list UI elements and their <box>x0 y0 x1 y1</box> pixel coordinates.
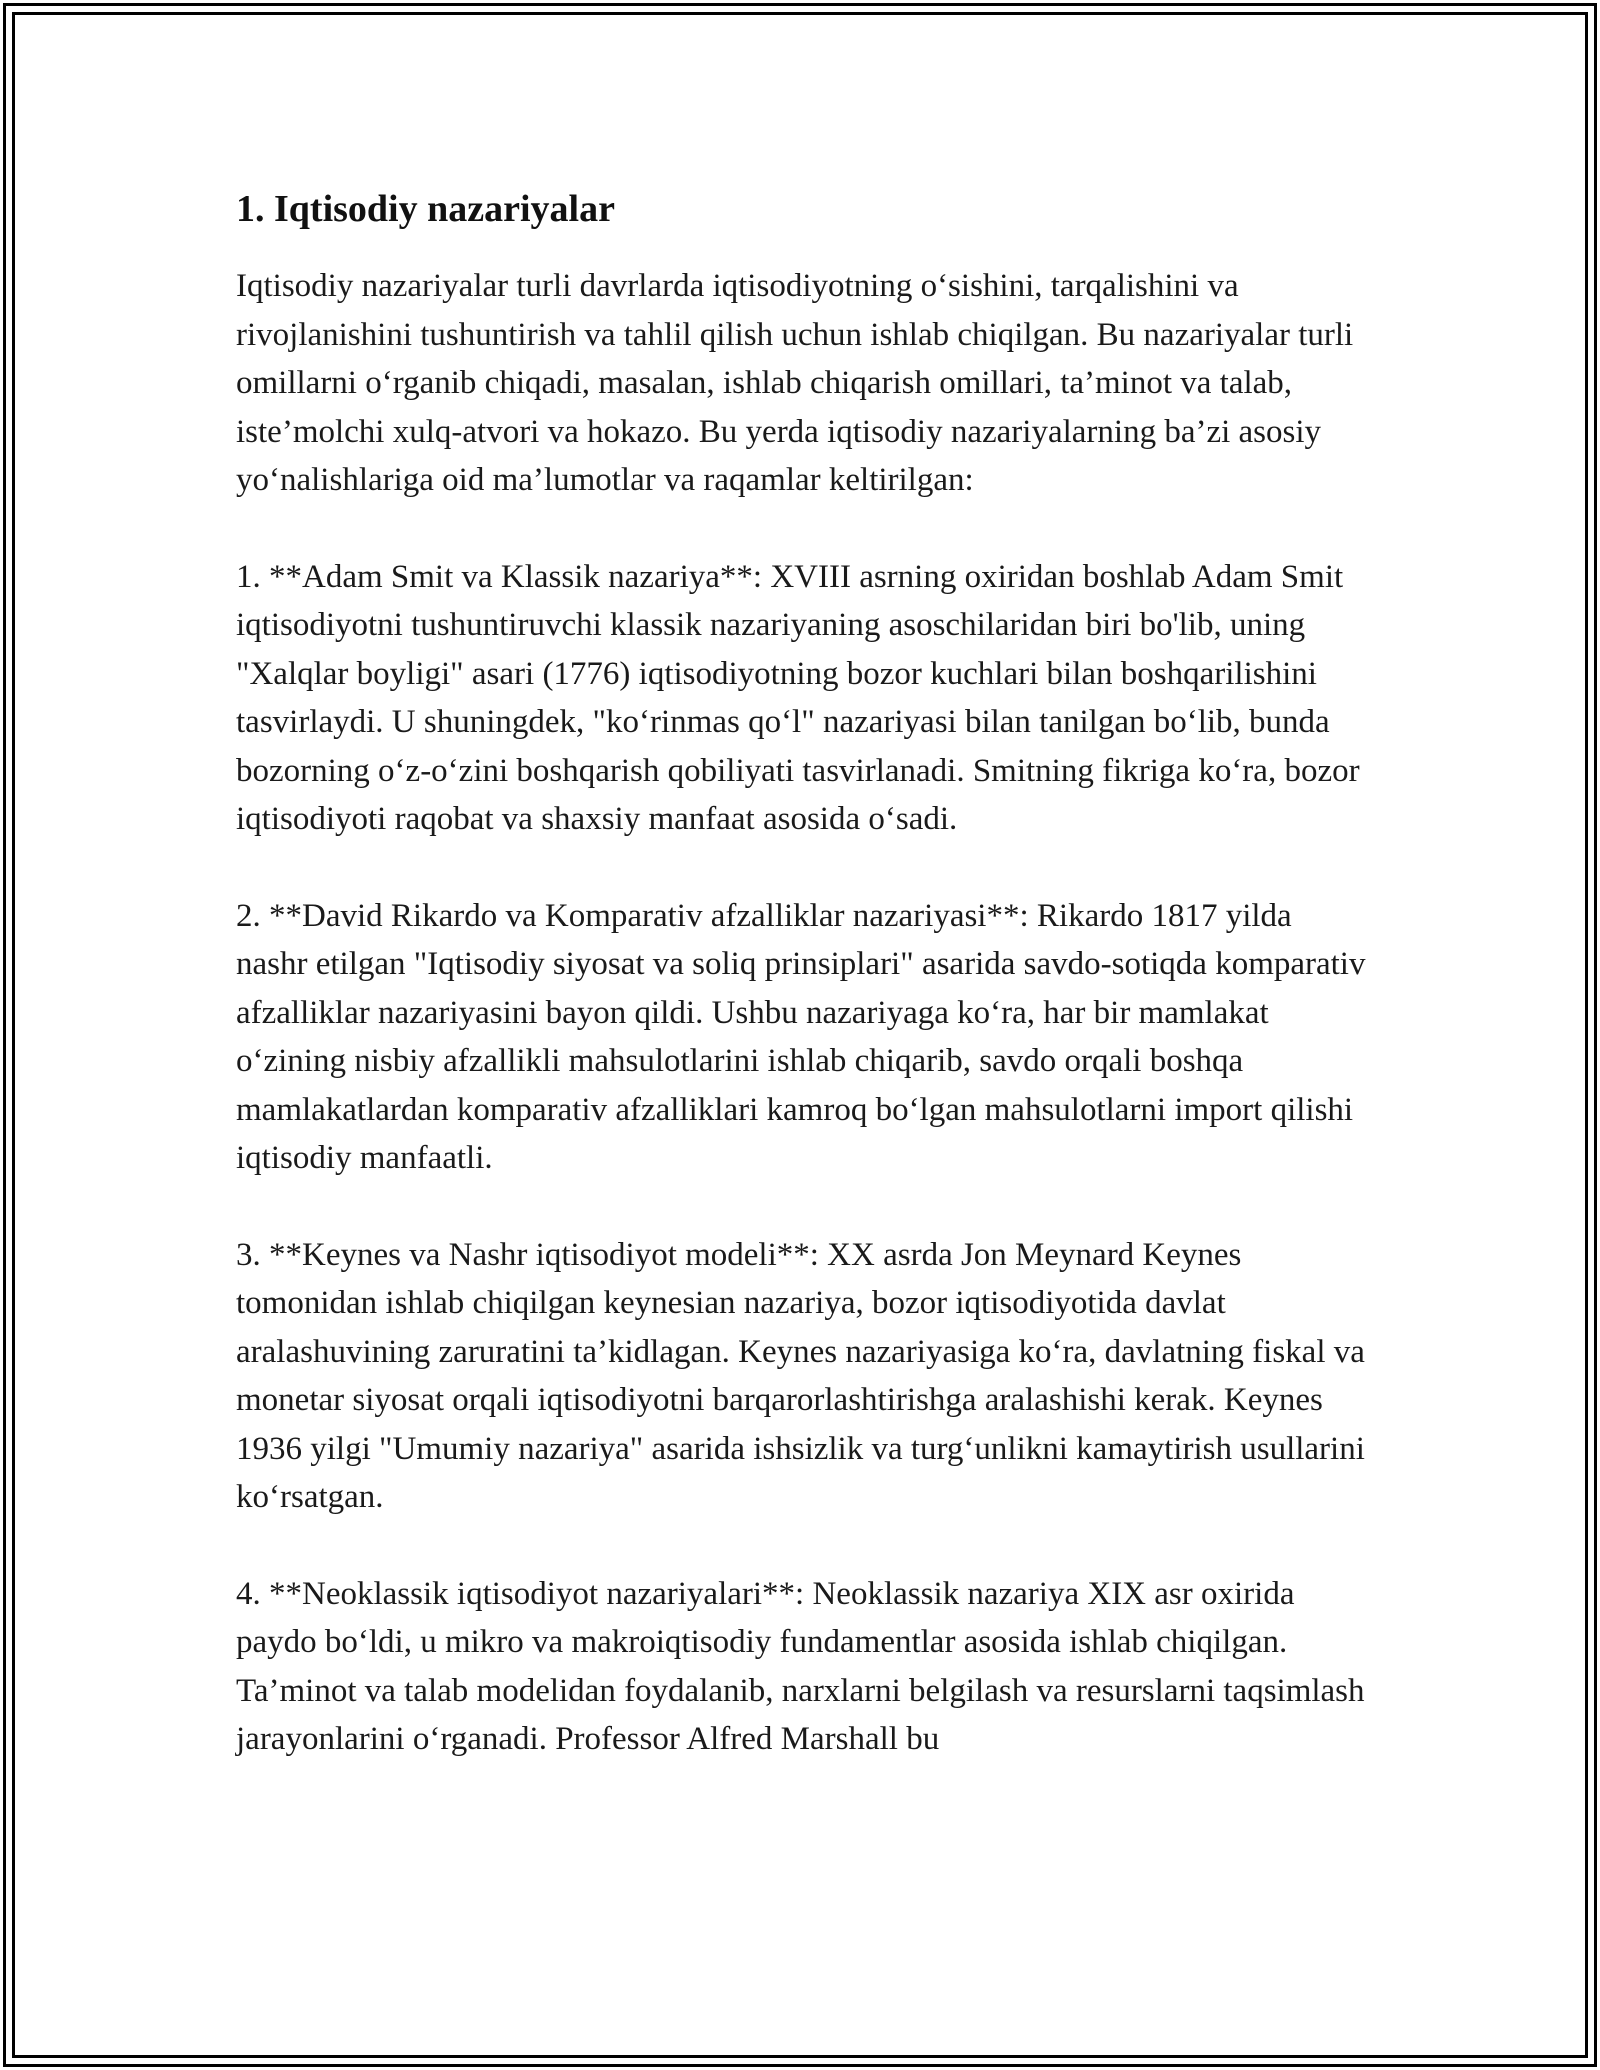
paragraph-neoklassik: 4. **Neoklassik iqtisodiyot nazariyalari**: Neoklassik nazariya XIX asr oxirida paydo bo‘ldi, u mikro va makroiqtisodiy fundamentlar asosida ishlab chiqilgan. Ta’minot va talab modelidan foydalanib, narxlarni belgilash va resurslarni taqsimlash jarayonlarini o‘rganadi. Professor Alfred Marshall bu <box>236 1575 1365 1757</box>
intro-paragraph: Iqtisodiy nazariyalar turli davrlarda iqtisodiyotning o‘sishini, tarqalishini va rivojlanishini tushuntirish va tahlil qilish uchun ishlab chiqilgan. Bu nazariyalar turli omillarni o‘rganib chiqadi, masalan, ishlab chiqarish omillari, ta’minot va talab, iste’molchi xulq-atvori va hokazo. Bu yerda iqtisodiy nazariyalarning ba’zi asosiy yo‘nalishlariga oid ma’lumotlar va raqamlar keltirilgan: <box>236 268 1354 498</box>
paragraph-david-rikardo: 2. **David Rikardo va Komparativ afzalliklar nazariyasi**: Rikardo 1817 yilda nashr etilgan "Iqtisodiy siyosat va soliq prinsiplari" asarida savdo-sotiqda komparativ afzalliklar nazariyasini bayon qildi. Ushbu nazariyaga ko‘ra, har bir mamlakat o‘zining nisbiy afzallikli mahsulotlarini ishlab chiqarib, savdo orqali boshqa mamlakatlardan komparativ afzalliklari kamroq bo‘lgan mahsulotlarni import qilishi iqtisodiy manfaatli. <box>236 897 1366 1176</box>
paragraph-keynes: 3. **Keynes va Nashr iqtisodiyot modeli**: XX asrda Jon Meynard Keynes tomonidan ishlab chiqilgan keynesian nazariya, bozor iqtisodiyotida davlat aralashuvining zaruratini ta’kidlagan. Keynes nazariyasiga ko‘ra, davlatning fiskal va monetar siyosat orqali iqtisodiyotni barqarorlashtirishga aralashishi kerak. Keynes 1936 yilgi "Umumiy nazariya" asarida ishsizlik va turg‘unlikni kamaytirish usullarini ko‘rsatgan. <box>236 1236 1365 1515</box>
paragraph-adam-smit: 1. **Adam Smit va Klassik nazariya**: XVIII asrning oxiridan boshlab Adam Smit iqtisodiyotni tushuntiruvchi klassik nazariyaning asoschilaridan biri bo'lib, uning "Xalqlar boyligi" asari (1776) iqtisodiyotning bozor kuchlari bilan boshqarilishini tasvirlaydi. U shuningdek, "ko‘rinmas qo‘l" nazariyasi bilan tanilgan bo‘lib, bunda bozorning o‘z-o‘zini boshqarish qobiliyati tasvirlanadi. Smitning fikriga ko‘ra, bozor iqtisodiyoti raqobat va shaxsiy manfaat asosida o‘sadi. <box>236 558 1360 837</box>
document-body <box>236 186 1366 1812</box>
section-heading: 1. Iqtisodiy nazariyalar <box>236 188 615 230</box>
